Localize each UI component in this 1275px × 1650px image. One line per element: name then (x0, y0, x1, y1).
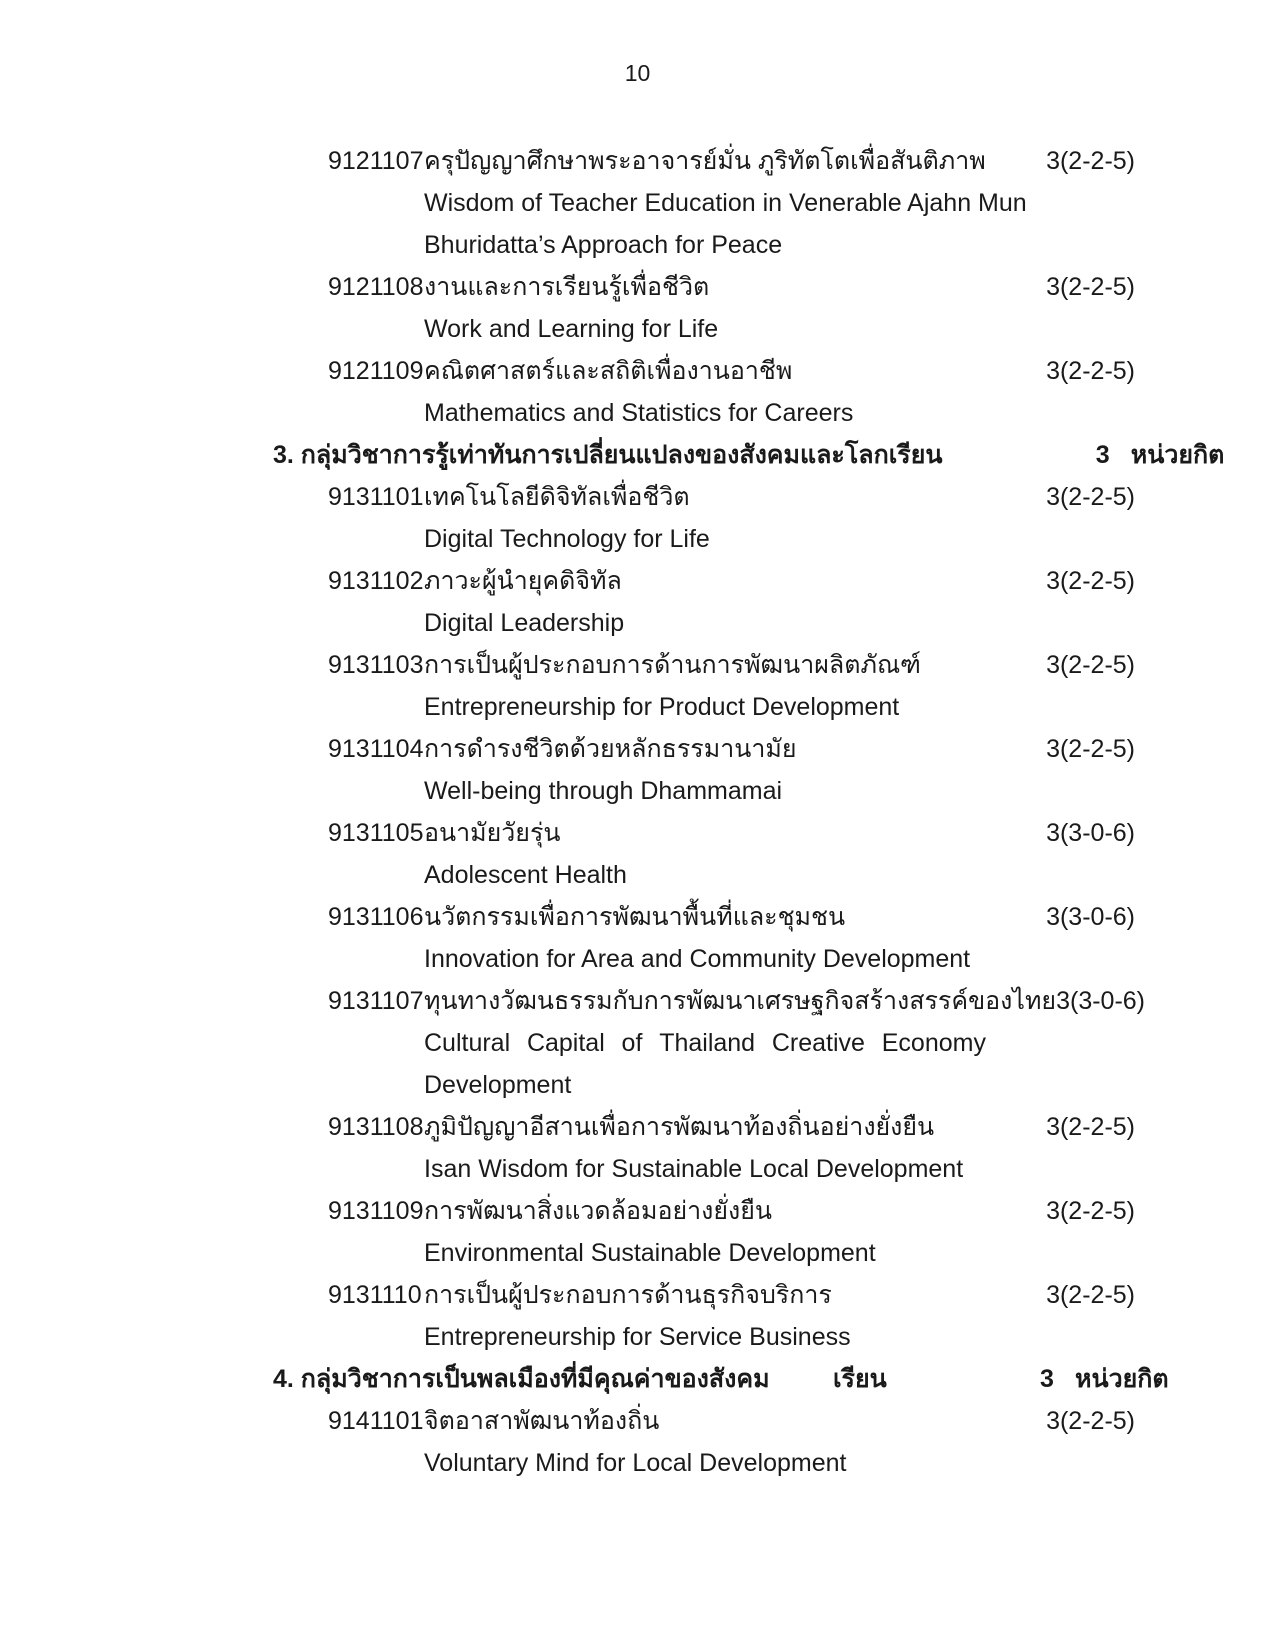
course-row (273, 644, 1135, 686)
course-title-th: อนามัยวัยรุ่น (424, 818, 561, 847)
course-row (273, 812, 1135, 854)
en-word: Creative (771, 1028, 865, 1057)
course-title-th: ภูมิปัญญาอีสานเพื่อการพัฒนาท้องถิ่นอย่างยั่งยืน (424, 1112, 935, 1141)
section-title: 4. กลุ่มวิชาการเป็นพลเมืองที่มีคุณค่าของสังคม (273, 1364, 770, 1393)
course-credit: 3(2-2-5) (1046, 146, 1135, 175)
course-title-th: จิตอาสาพัฒนาท้องถิ่น (424, 1406, 660, 1435)
course-title-th: นวัตกรรมเพื่อการพัฒนาพื้นที่และชุมชน (424, 902, 846, 931)
course-row (273, 266, 1135, 308)
course-row (273, 896, 1135, 938)
course-credit: 3(2-2-5) (1046, 650, 1135, 679)
course-title-en: Adolescent Health (424, 860, 627, 889)
course-credit: 3(2-2-5) (1046, 734, 1135, 763)
course-code: 9131101 (328, 482, 424, 511)
section-heading (273, 1358, 1169, 1400)
course-title-en: Innovation for Area and Community Development (424, 944, 971, 973)
en-word: Thailand (659, 1028, 756, 1057)
course-code: 9121108 (328, 272, 424, 301)
course-row (273, 350, 1135, 392)
course-row (273, 1106, 1135, 1148)
section-credit-unit-label: หน่วยกิต (1075, 1364, 1169, 1393)
course-credit: 3(2-2-5) (1046, 1196, 1135, 1225)
course-code: 9121107 (328, 146, 424, 175)
course-title-en: Bhuridatta’s Approach for Peace (424, 230, 783, 259)
course-title-en: Digital Technology for Life (424, 524, 710, 553)
course-row (273, 140, 1135, 182)
section-study-label: เรียน (888, 440, 943, 469)
course-title-en-row (273, 686, 1135, 728)
course-title-en: Development (424, 1070, 572, 1099)
course-title-en (424, 1028, 986, 1057)
course-title-en-row (273, 1232, 1135, 1274)
course-credit: 3(2-2-5) (1046, 356, 1135, 385)
course-title-en: Isan Wisdom for Sustainable Local Development (424, 1154, 964, 1183)
course-title-th: คณิตศาสตร์และสถิติเพื่องานอาชีพ (424, 356, 793, 385)
course-code: 9131104 (328, 734, 424, 763)
course-row (273, 1190, 1135, 1232)
course-row (273, 728, 1135, 770)
course-row (273, 476, 1135, 518)
course-code: 9131109 (328, 1196, 424, 1225)
course-credit: 3(2-2-5) (1046, 1406, 1135, 1435)
course-title-en: Entrepreneurship for Service Business (424, 1322, 851, 1351)
section-study-label: เรียน (833, 1364, 887, 1393)
course-credit: 3(3-0-6) (1056, 986, 1146, 1015)
course-code: 9131107 (328, 986, 424, 1015)
section-heading (273, 434, 1225, 476)
course-title-en-row (273, 1442, 1135, 1484)
course-title-en-row (273, 518, 1135, 560)
course-title-th: การดำรงชีวิตด้วยหลักธรรมานามัย (424, 734, 797, 763)
en-word: Cultural (424, 1028, 511, 1057)
course-credit: 3(3-0-6) (1046, 818, 1135, 847)
course-row (273, 980, 1146, 1022)
course-code: 9131106 (328, 902, 424, 931)
course-title-en-row (273, 602, 1135, 644)
section-credit-count: 3 (1095, 440, 1110, 469)
course-title-th: การเป็นผู้ประกอบการด้านธุรกิจบริการ (424, 1280, 832, 1309)
course-title-en-row (273, 1022, 1135, 1064)
course-code: 9141101 (328, 1406, 424, 1435)
course-code: 9121109 (328, 356, 424, 385)
course-title-en-row (273, 938, 1135, 980)
course-code: 9131108 (328, 1112, 424, 1141)
course-row (273, 560, 1135, 602)
course-code: 9131110 (328, 1280, 422, 1309)
course-title-en-row (273, 1316, 1135, 1358)
course-title-en-row (273, 392, 1135, 434)
en-word: of (621, 1028, 643, 1057)
course-credit: 3(2-2-5) (1046, 1280, 1135, 1309)
course-title-en-row (273, 854, 1135, 896)
course-code: 9131102 (328, 566, 424, 595)
course-title-en: Mathematics and Statistics for Careers (424, 398, 854, 427)
course-code: 9131105 (328, 818, 424, 847)
course-credit: 3(3-0-6) (1046, 902, 1135, 931)
section-credit-unit-label: หน่วยกิต (1130, 440, 1225, 469)
course-credit: 3(2-2-5) (1046, 1112, 1135, 1141)
course-title-en-row (273, 1148, 1135, 1190)
en-word: Capital (526, 1028, 605, 1057)
course-title-th: ครุปัญญาศึกษาพระอาจารย์มั่น ภูริทัตโตเพื่อสันติภาพ (424, 146, 986, 175)
section-credit-count: 3 (1040, 1364, 1054, 1393)
course-title-en-row (273, 224, 1135, 266)
course-credit: 3(2-2-5) (1046, 482, 1135, 511)
course-title-en: Entrepreneurship for Product Development (424, 692, 900, 721)
course-title-en: Digital Leadership (424, 608, 625, 637)
en-word: Economy (881, 1028, 986, 1057)
course-title-en-row (273, 182, 1135, 224)
course-title-th: งานและการเรียนรู้เพื่อชีวิต (424, 272, 710, 301)
course-title-th: ทุนทางวัฒนธรรมกับการพัฒนาเศรษฐกิจสร้างสรรค์ของไทย (424, 986, 1057, 1015)
section-title: 3. กลุ่มวิชาการรู้เท่าทันการเปลี่ยนแปลงของสังคมและโลก (273, 440, 889, 469)
course-title-en: Environmental Sustainable Development (424, 1238, 876, 1267)
course-row (273, 1400, 1135, 1442)
course-credit: 3(2-2-5) (1046, 272, 1135, 301)
course-row (273, 1274, 1135, 1316)
course-title-en-row (273, 770, 1135, 812)
course-title-th: เทคโนโลยีดิจิทัลเพื่อชีวิต (424, 482, 690, 511)
course-title-en: Wisdom of Teacher Education in Venerable Ajahn Mun (424, 188, 1027, 217)
page-number: 10 (624, 60, 651, 86)
course-title-th: ภาวะผู้นำยุคดิจิทัล (424, 566, 622, 595)
course-code: 9131103 (328, 650, 424, 679)
course-title-th: การพัฒนาสิ่งแวดล้อมอย่างยั่งยืน (424, 1196, 772, 1225)
course-list (273, 140, 1225, 1484)
course-title-en-row (273, 308, 1135, 350)
course-title-en: Work and Learning for Life (424, 314, 719, 343)
course-title-th: การเป็นผู้ประกอบการด้านการพัฒนาผลิตภัณฑ์ (424, 650, 921, 679)
course-title-en: Voluntary Mind for Local Development (424, 1448, 847, 1477)
course-title-en: Well-being through Dhammamai (424, 776, 783, 805)
course-credit: 3(2-2-5) (1046, 566, 1135, 595)
course-title-en-row (273, 1064, 1135, 1106)
